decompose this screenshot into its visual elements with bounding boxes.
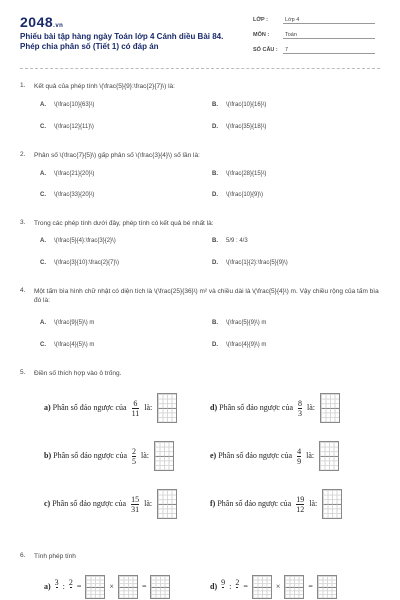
header	[0, 0, 400, 72]
q6-item-d: d) 9 : 2 = × =	[210, 575, 339, 599]
q6-fraction: 2	[235, 578, 239, 597]
q5-item-d: d) Phân số đảo ngược của $\frac{8}{3}$ là:	[210, 393, 340, 423]
q5-item-c: c) Phân số đảo ngược của $\frac{15}{31}$ là:	[44, 489, 177, 519]
question-5: 5. Điền số thích hợp vào ô trống.	[20, 369, 122, 377]
question-4: 4. Một tấm bìa hình chữ nhật có diện tích là \(\frac{25}{36}\) m² và chiều dài là \(\frac{5}{4}\) m. Vậy chiều rộng của tấm bìa đó là:	[20, 287, 379, 304]
question-4-option-c[interactable]: C. \(\frac{4}{5}\) m	[40, 342, 95, 348]
answer-box[interactable]	[118, 575, 138, 599]
question-1: 1. Kết quả của phép tính \(\frac{5}{9}:\frac{2}{7}\) là:	[20, 82, 175, 90]
question-3-option-c[interactable]: C. \(\frac{3}{10}:\frac{2}{7}\)	[40, 260, 120, 266]
question-6: 6. Tính phép tính	[20, 552, 76, 560]
question-2: 2. Phân số \(\frac{7}{5}\) gấp phân số \(\frac{3}{4}\) số lần là:	[20, 151, 200, 159]
meta-subject: MÔN : Toán	[253, 32, 375, 39]
answer-box[interactable]	[317, 575, 337, 599]
question-4-option-a[interactable]: A. \(\frac{9}{5}\) m	[40, 320, 95, 326]
q6-fraction: 3	[55, 578, 59, 597]
q5-fraction: $\frac{19}{12}$	[296, 494, 305, 514]
answer-box[interactable]	[157, 393, 177, 423]
question-2-option-c[interactable]: C. \(\frac{33}{20}\)	[40, 192, 95, 198]
q5-fraction: $\frac{2}{5}$	[132, 446, 137, 466]
question-3-option-a[interactable]: A. \(\frac{5}{4}:\frac{3}{2}\)	[40, 238, 116, 244]
question-4-option-b[interactable]: B. \(\frac{5}{9}\) m	[212, 320, 267, 326]
document-title: Phiếu bài tập hàng ngày Toán lớp 4 Cánh diều Bài 84. Phép chia phân số (Tiết 1) có đáp án	[20, 32, 224, 51]
question-2-option-a[interactable]: A. \(\frac{21}{20}\)	[40, 171, 95, 177]
answer-box[interactable]	[85, 575, 105, 599]
q5-item-b: b) Phân số đảo ngược của $\frac{2}{5}$ là:	[44, 441, 174, 471]
q5-item-f: f) Phân số đảo ngược của $\frac{19}{12}$ là:	[210, 489, 342, 519]
question-1-option-c[interactable]: C. \(\frac{12}{11}\)	[40, 124, 94, 130]
question-2-option-d[interactable]: D. \(\frac{10}{9}\)	[212, 192, 264, 198]
question-4-option-d[interactable]: D. \(\frac{4}{9}\) m	[212, 342, 267, 348]
answer-box[interactable]	[320, 393, 340, 423]
q5-item-a: a) Phân số đảo ngược của $\frac{6}{11}$ là:	[44, 393, 177, 423]
question-1-option-a[interactable]: A. \(\frac{10}{63}\)	[40, 102, 95, 108]
answer-box[interactable]	[322, 489, 342, 519]
q5-fraction: $\frac{6}{11}$	[131, 398, 140, 418]
answer-box[interactable]	[319, 441, 339, 471]
question-3: 3. Trong các phép tính dưới đây, phép tính có kết quả bé nhất là:	[20, 219, 214, 227]
meta-question-count: SỐ CÂU : 7	[253, 47, 375, 54]
answer-box[interactable]	[150, 575, 170, 599]
q5-fraction: $\frac{8}{3}$	[298, 398, 303, 418]
meta-class: LỚP : Lớp 4	[253, 17, 375, 24]
answer-box[interactable]	[157, 489, 177, 519]
answer-box[interactable]	[252, 575, 272, 599]
answer-box[interactable]	[284, 575, 304, 599]
question-2-option-b[interactable]: B. \(\frac{28}{15}\)	[212, 171, 267, 177]
header-divider	[20, 68, 380, 69]
question-1-option-b[interactable]: B. \(\frac{10}{16}\)	[212, 102, 267, 108]
q5-fraction: $\frac{4}{9}$	[297, 446, 302, 466]
question-3-option-b[interactable]: B. 5/9 : 4/3	[212, 238, 248, 244]
question-1-option-d[interactable]: D. \(\frac{35}{18}\)	[212, 124, 267, 130]
q5-item-e: e) Phân số đảo ngược của $\frac{4}{9}$ là:	[210, 441, 339, 471]
q6-item-a: a) 3 : 2 = × =	[44, 575, 172, 599]
answer-box[interactable]	[154, 441, 174, 471]
q5-fraction: $\frac{15}{31}$	[131, 494, 140, 514]
question-3-option-d[interactable]: D. \(\frac{1}{2}:\frac{5}{9}\)	[212, 260, 288, 266]
site-logo[interactable]: 2048.vn	[20, 14, 64, 30]
q6-fraction: 9	[221, 578, 225, 597]
q6-fraction: 2	[69, 578, 73, 597]
